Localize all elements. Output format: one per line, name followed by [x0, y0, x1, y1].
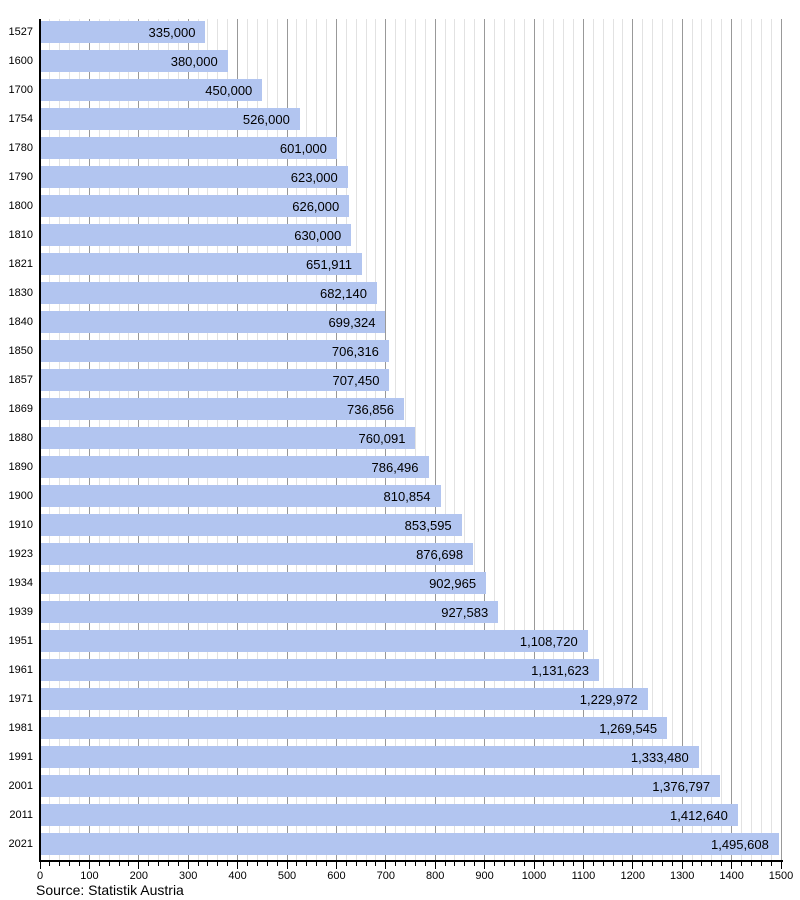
year-label: 1951: [8, 635, 33, 647]
bar-value-label: 810,854: [383, 488, 431, 504]
x-major-tick: [781, 862, 782, 869]
x-major-tick: [336, 862, 337, 869]
x-major-tick: [435, 862, 436, 869]
bar-value-label: 1,229,972: [579, 691, 638, 707]
x-minor-tick: [306, 862, 307, 866]
x-minor-tick: [128, 862, 129, 866]
bar-row: [8, 628, 781, 657]
y-axis-line: [39, 19, 41, 862]
bar-row: [8, 425, 781, 454]
bar-row: [8, 657, 781, 686]
x-minor-tick: [168, 862, 169, 866]
year-label: 1600: [8, 55, 33, 67]
year-label: 1939: [8, 606, 33, 618]
x-minor-tick: [198, 862, 199, 866]
year-label: 1923: [8, 548, 33, 560]
x-major-tick: [89, 862, 90, 869]
x-minor-tick: [711, 862, 712, 866]
population-bar: [40, 108, 300, 130]
x-minor-tick: [672, 862, 673, 866]
x-minor-tick: [454, 862, 455, 866]
x-minor-tick: [652, 862, 653, 866]
x-minor-tick: [662, 862, 663, 866]
bar-value-label: 736,856: [347, 401, 394, 417]
x-minor-tick: [356, 862, 357, 866]
bar-value-label: 853,595: [404, 517, 452, 533]
x-tick-label: 1100: [571, 870, 596, 882]
x-minor-tick: [207, 862, 208, 866]
bar-row: [9, 802, 781, 831]
population-bar: [40, 485, 441, 507]
population-bar: [40, 717, 667, 739]
year-label: 1850: [8, 345, 33, 357]
bar-row: [8, 715, 781, 744]
x-tick-label: 1000: [521, 870, 547, 882]
bar-value-label: 706,316: [331, 343, 379, 359]
bar-value-label: 760,091: [358, 430, 406, 446]
population-bar: [40, 572, 486, 594]
bar-row: [8, 164, 781, 193]
x-tick-label: 100: [80, 870, 99, 882]
x-minor-tick: [425, 862, 426, 866]
bar-row: [8, 193, 781, 222]
x-major-tick: [731, 862, 732, 869]
x-minor-tick: [524, 862, 525, 866]
x-minor-tick: [277, 862, 278, 866]
x-major-tick: [138, 862, 139, 869]
x-minor-tick: [346, 862, 347, 866]
population-bar: [40, 427, 415, 449]
x-minor-tick: [69, 862, 70, 866]
x-minor-tick: [227, 862, 228, 866]
x-minor-tick: [553, 862, 554, 866]
x-major-tick: [40, 862, 41, 869]
x-minor-tick: [178, 862, 179, 866]
year-label: 1800: [8, 200, 33, 212]
x-major-tick: [385, 862, 386, 869]
bar-value-label: 786,496: [371, 459, 419, 475]
year-label: 2001: [8, 780, 33, 792]
population-bar: [40, 456, 429, 478]
x-minor-tick: [158, 862, 159, 866]
bar-row: [8, 19, 781, 48]
x-minor-tick: [267, 862, 268, 866]
x-minor-tick: [464, 862, 465, 866]
bar-row: [8, 541, 781, 570]
bar-value-label: 630,000: [294, 227, 342, 243]
year-label: 1821: [8, 258, 33, 270]
year-label: 1810: [8, 229, 33, 241]
x-major-tick: [484, 862, 485, 869]
bar-value-label: 1,269,545: [599, 720, 658, 736]
x-minor-tick: [563, 862, 564, 866]
year-label: 2011: [9, 809, 33, 821]
population-bar: [40, 775, 720, 797]
population-bar: [40, 137, 337, 159]
x-minor-tick: [366, 862, 367, 866]
x-major-tick: [583, 862, 584, 869]
population-bar: [40, 514, 462, 536]
bar-row: [8, 831, 781, 860]
bar-row: [8, 106, 781, 135]
x-minor-tick: [622, 862, 623, 866]
bar-value-label: 450,000: [205, 82, 253, 98]
x-major-tick: [682, 862, 683, 869]
bar-row: [8, 135, 781, 164]
bar-row: [8, 773, 781, 802]
x-minor-tick: [415, 862, 416, 866]
x-minor-tick: [504, 862, 505, 866]
bar-value-label: 526,000: [242, 111, 290, 127]
x-minor-tick: [771, 862, 772, 866]
bar-row: [8, 483, 781, 512]
x-minor-tick: [642, 862, 643, 866]
year-label: 1857: [8, 374, 33, 386]
x-tick-label: 1500: [768, 870, 794, 882]
x-minor-tick: [148, 862, 149, 866]
year-label: 2021: [8, 838, 33, 850]
population-bar: [40, 166, 348, 188]
x-minor-tick: [59, 862, 60, 866]
year-label: 1934: [8, 577, 33, 589]
x-major-tick: [237, 862, 238, 869]
x-minor-tick: [721, 862, 722, 866]
year-label: 1780: [8, 142, 33, 154]
population-bar: [40, 253, 362, 275]
x-minor-tick: [445, 862, 446, 866]
bar-row: [8, 599, 781, 628]
bar-row: [8, 251, 781, 280]
population-bar: [40, 311, 385, 333]
x-tick-label: 0: [36, 870, 44, 882]
year-label: 1890: [8, 461, 33, 473]
bar-value-label: 1,412,640: [670, 807, 728, 823]
x-tick-label: 1200: [620, 870, 646, 882]
x-tick-label: 800: [426, 870, 445, 882]
x-minor-tick: [405, 862, 406, 866]
bar-row: [8, 396, 781, 425]
x-major-tick: [534, 862, 535, 869]
population-bar: [40, 195, 349, 217]
bar-value-label: 876,698: [416, 546, 464, 562]
bar-value-label: 626,000: [292, 198, 340, 214]
year-label: 1790: [8, 171, 33, 183]
x-minor-tick: [741, 862, 742, 866]
x-minor-tick: [543, 862, 544, 866]
x-minor-tick: [257, 862, 258, 866]
x-minor-tick: [119, 862, 120, 866]
bar-row: [8, 338, 781, 367]
bar-row: [8, 48, 781, 77]
x-tick-label: 600: [327, 870, 346, 882]
x-minor-tick: [613, 862, 614, 866]
year-label: 1991: [8, 751, 33, 763]
x-minor-tick: [49, 862, 50, 866]
year-label: 1527: [8, 26, 33, 38]
year-label: 1880: [8, 432, 33, 444]
population-bar: [40, 340, 389, 362]
population-bar: [40, 804, 738, 826]
population-bar: [40, 369, 389, 391]
x-tick-label: 400: [228, 870, 247, 882]
population-bar: [40, 688, 648, 710]
bar-row: [8, 77, 781, 106]
x-tick-label: 900: [475, 870, 494, 882]
bar-row: [8, 367, 781, 396]
year-label: 1700: [8, 84, 33, 96]
bar-value-label: 1,333,480: [630, 749, 689, 765]
bar-value-label: 682,140: [319, 285, 367, 301]
bar-row: [8, 222, 781, 251]
bar-value-label: 601,000: [279, 140, 327, 156]
x-minor-tick: [494, 862, 495, 866]
bar-value-label: 651,911: [306, 256, 353, 272]
x-major-tick: [188, 862, 189, 869]
population-bar: [40, 398, 404, 420]
population-bar: [40, 21, 205, 43]
x-minor-tick: [573, 862, 574, 866]
bar-value-label: 623,000: [290, 169, 338, 185]
bar-row: [8, 280, 781, 309]
population-bar: [40, 224, 351, 246]
x-minor-tick: [514, 862, 515, 866]
bar-value-label: 927,583: [441, 604, 489, 620]
x-minor-tick: [247, 862, 248, 866]
x-tick-label: 300: [179, 870, 198, 882]
bar-row: [8, 744, 781, 773]
population-bar: [40, 601, 498, 623]
source-text: Source: Statistik Austria: [36, 882, 184, 898]
bar-value-label: 380,000: [170, 53, 218, 69]
bar-value-label: 1,376,797: [652, 778, 711, 794]
year-label: 1981: [8, 722, 33, 734]
population-bar: [40, 282, 377, 304]
bar-value-label: 1,495,608: [710, 836, 769, 852]
x-minor-tick: [761, 862, 762, 866]
population-bar: [40, 659, 599, 681]
year-label: 1961: [8, 664, 33, 676]
x-tick-label: 1300: [669, 870, 695, 882]
bar-value-label: 1,131,623: [531, 662, 590, 678]
x-tick-label: 700: [376, 870, 395, 882]
x-minor-tick: [109, 862, 110, 866]
x-minor-tick: [593, 862, 594, 866]
year-label: 1971: [8, 693, 33, 705]
year-label: 1869: [8, 403, 33, 415]
bar-row: [8, 570, 781, 599]
bar-value-label: 1,108,720: [519, 633, 578, 649]
population-bar: [40, 543, 473, 565]
year-label: 1840: [8, 316, 33, 328]
year-label: 1900: [8, 490, 33, 502]
bar-value-label: 707,450: [332, 372, 380, 388]
population-bar: [40, 50, 228, 72]
x-minor-tick: [217, 862, 218, 866]
year-label: 1830: [8, 287, 33, 299]
x-minor-tick: [316, 862, 317, 866]
bar-value-label: 335,000: [148, 24, 196, 40]
x-minor-tick: [375, 862, 376, 866]
x-tick-label: 500: [277, 870, 297, 882]
x-minor-tick: [751, 862, 752, 866]
x-minor-tick: [326, 862, 327, 866]
x-tick-label: 200: [129, 870, 148, 882]
year-label: 1910: [8, 519, 33, 531]
x-minor-tick: [701, 862, 702, 866]
x-minor-tick: [395, 862, 396, 866]
bar-row: [8, 512, 781, 541]
population-bar: [40, 833, 779, 855]
x-minor-tick: [692, 862, 693, 866]
bar-value-label: 902,965: [429, 575, 477, 591]
bar-value-label: 699,324: [328, 314, 376, 330]
plot-area: [8, 19, 781, 860]
bar-row: [8, 454, 781, 483]
year-label: 1754: [8, 113, 33, 125]
population-bar: [40, 746, 699, 768]
bar-row: [8, 309, 781, 338]
x-minor-tick: [474, 862, 475, 866]
x-minor-tick: [296, 862, 297, 866]
bar-row: [8, 686, 781, 715]
x-tick-label: 1400: [719, 870, 744, 882]
x-minor-tick: [99, 862, 100, 866]
x-minor-tick: [603, 862, 604, 866]
x-major-tick: [287, 862, 288, 869]
population-bar: [40, 79, 262, 101]
population-bar: [40, 630, 588, 652]
x-major-tick: [632, 862, 633, 869]
x-minor-tick: [79, 862, 80, 866]
